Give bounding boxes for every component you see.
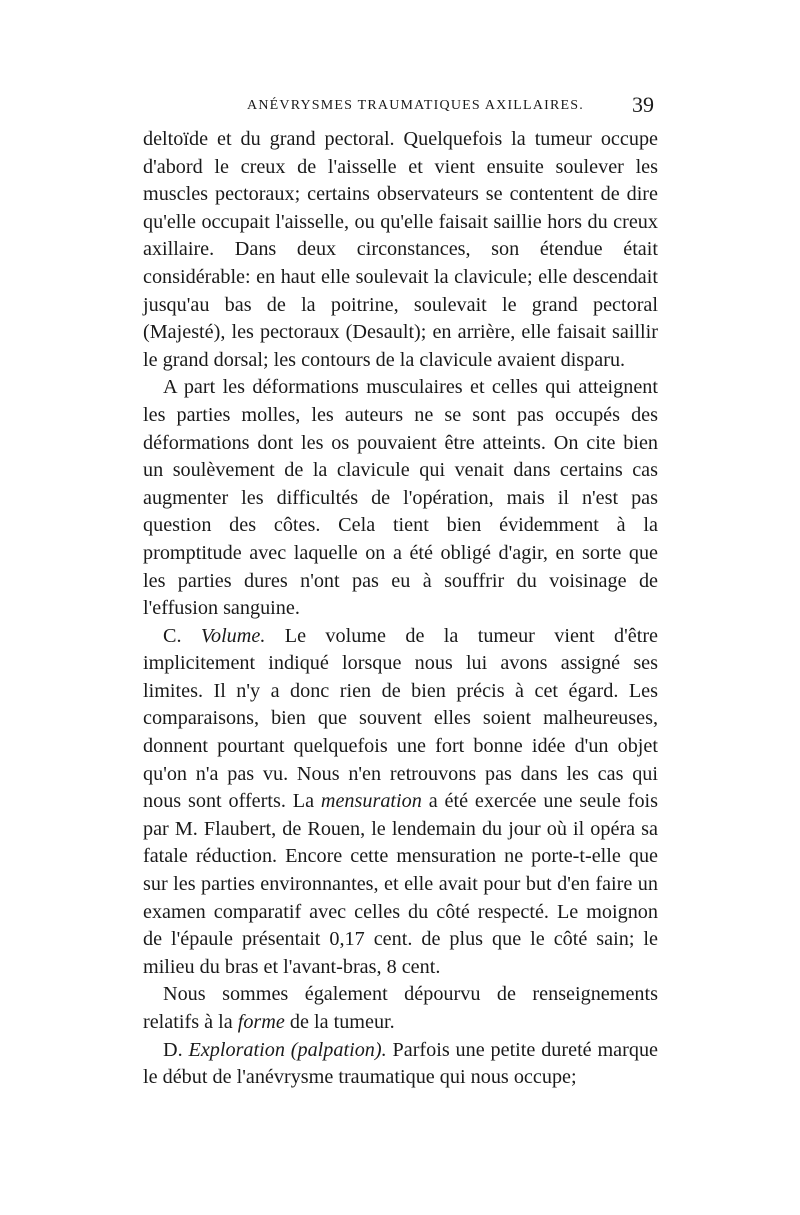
paragraph-form [143,981,658,1036]
section-term-volume: Volume. [200,624,266,647]
section-letter-d: D. [163,1038,183,1061]
volume-text-part-2: a été exercée une seule fois par M. Flaubert, de Rouen, le lendemain du jour où il opéra sa fatale réduction. Encore cette mensuration ne porte-t-elle que sur les parties environnantes, et elle avait pour but d'en faire un examen comparatif avec celles du côté respecté. Le moignon de l'épaule présentait 0,17 cent. de plus que le côté sain; le milieu du bras et l'avant-bras, 8 cent. [143,790,658,978]
form-text-part-2: de la tumeur. [289,1011,395,1033]
running-title: ANÉVRYSMES TRAUMATIQUES AXILLAIRES. [247,98,584,113]
exploration-text: Parfois une petite dureté marque le début de l'anévrysme traumatique qui nous occupe; [143,1038,659,1089]
section-term-exploration: Exploration (palpation). [188,1038,387,1061]
volume-text-part-1: Le volume de la tumeur vient d'être implicitement indiqué lorsque nous lui avons assigné ses limites. Il n'y a donc rien de bien précis à cet égard. Les comparaisons, bien que souvent elles soient malheureuses, donnent pourtant quelquefois une fort bonne idée d'un objet qu'on n'a pas vu. Nous n'en retrouvons pas dans les cas qui nous sont offerts. La [143,624,658,813]
paragraph-volume [143,623,658,982]
term-forme: forme [237,1011,285,1033]
paragraph-bone-deformations: A part les déformations musculaires et celles qui atteignent les parties molles, les auteurs ne se sont pas occupés des déformations dont les os pouvaient être atteints. On cite bien un soulèvement de la clavicule qui venait dans certains cas augmenter les difficultés de l'opération, mais il n'est pas question des côtes. Cela tient bien évidemment à la promptitude avec laquelle on a été obligé d'agir, en sorte que les parties dures n'ont pas eu à souffrir du voisinage de l'effusion sanguine. [143,376,658,620]
running-head [143,92,658,120]
paragraph-deformations-continued: deltoïde et du grand pectoral. Quelquefois la tumeur occupe d'abord le creux de l'aisselle et vient ensuite soulever les muscles pectoraux; certains observateurs se contentent de dire qu'elle occupait l'aisselle, ou qu'elle faisait saillie hors du creux axillaire. Dans deux circonstances, son étendue était considérable: en haut elle soulevait la clavicule; elle descendait jusqu'au bas de la poitrine, soulevait le grand pectoral (Majesté), les pectoraux (Desault); en arrière, elle faisait saillir le grand dorsal; les contours de la clavicule avaient disparu. [143,128,658,371]
paragraph-exploration [143,1037,658,1092]
page-number: 39 [632,92,654,117]
term-mensuration: mensuration [320,790,422,813]
book-page [143,92,658,1092]
form-text-part-1: Nous sommes également dépourvu de renseignements relatifs à la [143,983,658,1033]
section-letter-c: C. [163,624,182,647]
